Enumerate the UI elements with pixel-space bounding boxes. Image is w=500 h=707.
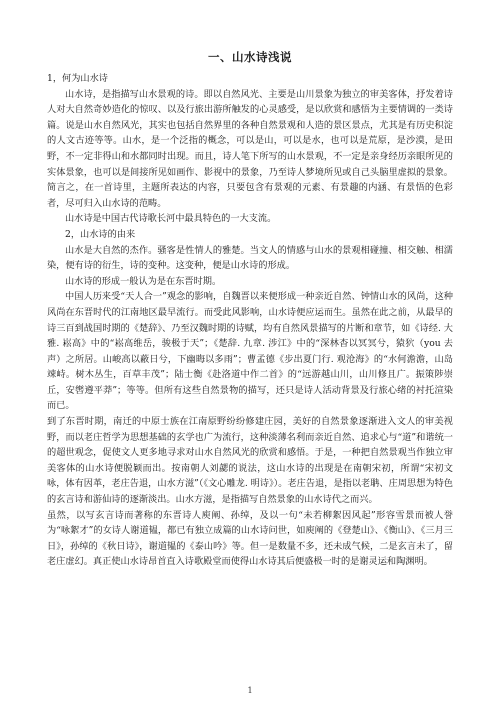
paragraph: 中国人历来受“天人合一”观念的影响，自魏晋以来便形成一种亲近自然、钟情山水的风尚，这种风尚在东晋时代的江南地区最早流行。而受此风影响，山水诗便应运而生。虽然在此之前，从最早的诗三百到战国时期的《楚辞》、乃至汉魏时期的诗赋，均有自然风景描写的片断和章节，如《诗经. 大雅. 崧高》中的“崧高维岳，骏极于天”；《楚辞. 九章. 涉江》中的“深林杳以冥冥兮，猿狖（you 去声）之所居。山峻高以蔽日兮，下幽晦以多雨”；曹孟德《步出夏门行. 观沧海》的“水何澹澹，山岛竦峙。树木丛生，百草丰茂”；陆士衡《赴洛道中作二首》的“远游越山川，山川修且广。振策陟崇丘，安辔遵平莽”；等等。但所有这些自然景物的描写，还只是诗人活动背景及行旅心绪的衬托渲染而已。 bbox=[47, 291, 453, 412]
paragraph: 2，山水诗的由来 bbox=[65, 228, 136, 240]
paragraph: 山水诗的形成一般认为是在东晋时期。 bbox=[65, 275, 222, 287]
paragraph: 山水诗是中国古代诗歌长河中最具特色的一大支流。 bbox=[65, 213, 277, 225]
paragraph: 1，何为山水诗 bbox=[47, 73, 108, 84]
paragraph: 山水是大自然的杰作。骚客是性情人的雅楚。当文人的情感与山水的景观相碰撞、相交触、相濡染，便有诗的衍生，诗的变种。这变种，便是山水诗的形成。 bbox=[47, 244, 453, 272]
page-number: 1 bbox=[247, 686, 253, 695]
document-body bbox=[47, 71, 453, 570]
document-title: 一、山水诗浅说 bbox=[208, 50, 292, 64]
paragraph: 山水诗，是指描写山水景观的诗。即以自然风光、主要是山川景象为独立的审美客体，抒发着诗人对大自然奇妙造化的惊叹、以及行旅出游所触发的心灵感受，是以欣赏和感悟为主要情调的一类诗篇。说是山水自然风光，其实也包括自然界里的各种自然景观和人造的景区景点，尤其是有历史积淀的人文古迹等等。山水，是一个泛指的概念，可以是山，可以是水，也可以是荒原，是沙漠，是田野，不一定非得山和水都同时出现。而且，诗人笔下所写的山水景观，不一定是亲身经历亲眼所见的实体景象，也可以是间接所见如画作、影视中的景象，乃至诗人梦境所见或自己头脑里虚拟的景象。简言之，在一首诗里，主题所表达的内容，只要包含有景观的元素、有景趣的内涵、有景悟的色彩者，尽可归入山水诗的范畴。 bbox=[47, 88, 453, 209]
paragraph: 虽然，以写玄言诗而著称的东晋诗人庾阐、孙绰，及以一句“未若柳絮因风起”形容雪景而被人誉为“咏絮才”的女诗人谢道韫，都已有独立成篇的山水诗问世，如庾阐的《登楚山》、《衡山》、《三月三日》，孙绰的《秋日诗》，谢道韫的《泰山吟》等。但一是数量不多，还未成气候，二是玄言未了，留老庄虚幻。真正使山水诗昂首直入诗歌殿堂而使得山水诗其后便盛极一时的是谢灵运和陶渊明。 bbox=[47, 509, 453, 568]
paragraph: 到了东晋时期，南迁的中原士族在江南原野纷纷修建庄园，美好的自然景象逐渐进入文人的审美视野，而以老庄哲学为思想基础的玄学也广为流行，这种淡薄名利而亲近自然、追求心与“道”和谐统一的超世观念，促使文人更多地寻求对山水自然风光的欣赏和感悟。于是，一种把自然景观当作独立审美客体的山水诗便脱颖而出。按南朝人刘勰的说法，这山水诗的出现是在南朝宋初，所谓“宋初文咏，体有因革，老庄告退，山水方滋”（《文心雕龙. 明诗》）。老庄告退，是指以老聃、庄周思想为特色的玄言诗和游仙诗的逐渐淡出。山水方滋，是指描写自然景象的山水诗代之而兴。 bbox=[47, 416, 453, 506]
